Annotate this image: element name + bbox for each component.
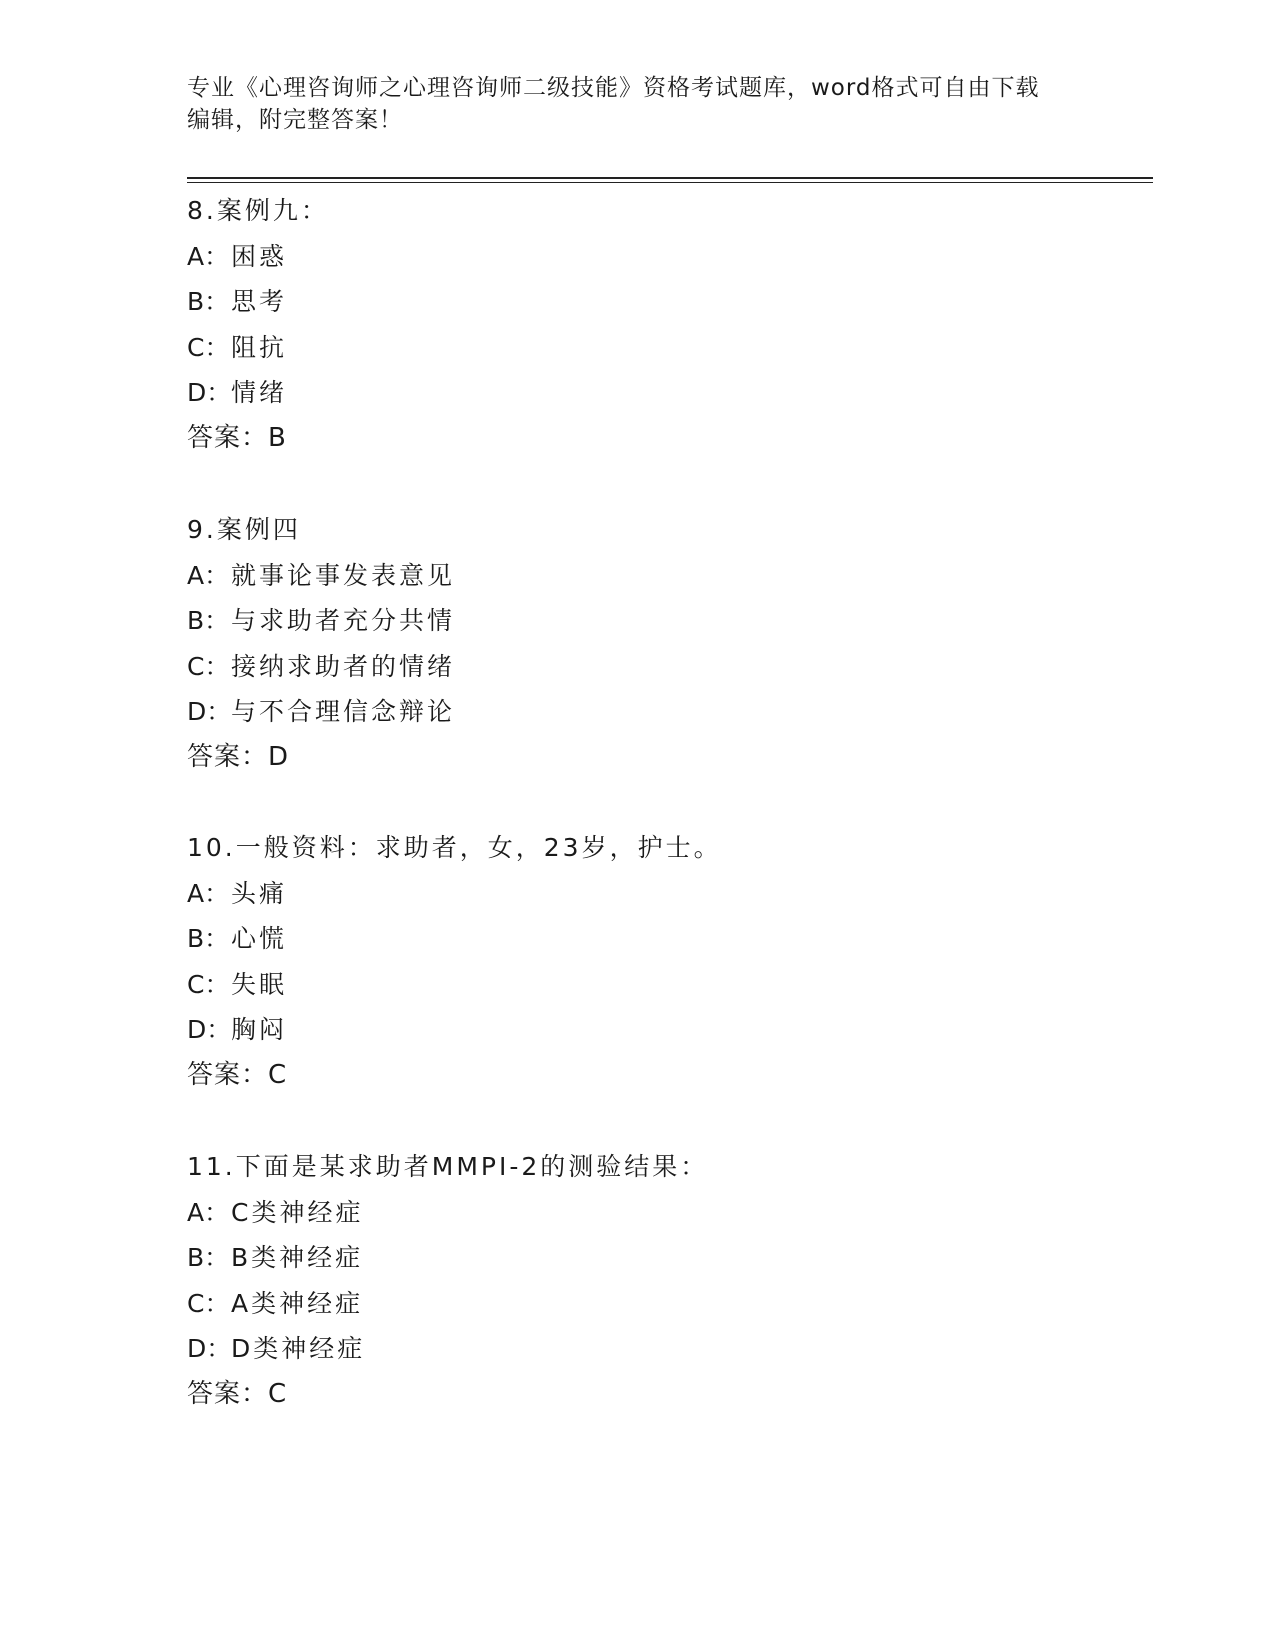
option-b (187, 279, 1087, 325)
option-text: 阻抗 (231, 332, 288, 362)
option-a (187, 234, 1087, 280)
option-c (187, 644, 1087, 690)
option-letter: D： (187, 1334, 232, 1363)
option-text: 思考 (231, 287, 288, 316)
option-letter: B： (187, 287, 230, 316)
option-b (187, 916, 1087, 962)
option-text: 心慌 (231, 924, 288, 953)
option-letter: A： (187, 560, 230, 590)
answer-line: 答案：C (187, 1378, 288, 1409)
option-letter: C： (187, 1288, 230, 1318)
option-text: A类神经症 (231, 1288, 364, 1318)
question-9 (187, 507, 1087, 780)
question-8 (187, 188, 1087, 461)
option-letter: A： (187, 1197, 230, 1227)
option-text: 与不合理信念辩论 (231, 697, 456, 726)
option-text: 困惑 (231, 241, 288, 271)
question-11 (187, 1144, 1087, 1417)
option-text: 情绪 (231, 378, 288, 407)
answer-line: 答案：D (187, 741, 290, 772)
question-10 (187, 825, 1087, 1098)
option-c (187, 1281, 1087, 1327)
option-letter: D： (187, 378, 232, 407)
option-letter: D： (187, 1015, 232, 1044)
option-text: B类神经症 (231, 1243, 364, 1272)
option-text: 失眠 (231, 969, 288, 999)
header-divider-thin (187, 182, 1153, 183)
option-text: 就事论事发表意见 (231, 560, 456, 590)
option-letter: C： (187, 969, 230, 999)
option-text: C类神经症 (231, 1197, 364, 1227)
option-b (187, 1235, 1087, 1281)
option-letter: C： (187, 332, 230, 362)
option-letter: A： (187, 241, 230, 271)
option-a (187, 1190, 1087, 1236)
option-b (187, 598, 1087, 644)
option-a (187, 871, 1087, 917)
option-text: 头痛 (231, 878, 288, 908)
question-stem: 9.案例四 (187, 515, 301, 544)
option-text: 接纳求助者的情绪 (231, 651, 456, 681)
option-text: 与求助者充分共情 (231, 606, 456, 635)
answer-line: 答案：B (187, 422, 287, 453)
option-a (187, 553, 1087, 599)
option-d (187, 689, 1087, 735)
question-stem: 11.下面是某求助者MMPI-2的测验结果： (187, 1152, 709, 1181)
option-d (187, 1007, 1087, 1053)
option-c (187, 325, 1087, 371)
answer-line: 答案：C (187, 1059, 288, 1090)
option-letter: B： (187, 1243, 230, 1272)
option-text: 胸闷 (231, 1015, 288, 1044)
question-stem: 8.案例九： (187, 196, 329, 225)
option-letter: D： (187, 697, 232, 726)
option-letter: B： (187, 606, 230, 635)
document-header (187, 72, 1087, 136)
option-c (187, 962, 1087, 1008)
option-d (187, 370, 1087, 416)
option-letter: A： (187, 878, 230, 908)
header-divider-thick (187, 177, 1153, 179)
option-letter: B： (187, 924, 230, 953)
header-line-2: 编辑，附完整答案！ (187, 107, 403, 133)
option-letter: C： (187, 651, 230, 681)
option-text: D类神经症 (231, 1334, 366, 1363)
question-stem: 10.一般资料：求助者，女，23岁，护士。 (187, 833, 722, 862)
option-d (187, 1326, 1087, 1372)
header-line-1: 专业《心理咨询师之心理咨询师二级技能》资格考试题库，word格式可自由下载 (187, 75, 1040, 101)
